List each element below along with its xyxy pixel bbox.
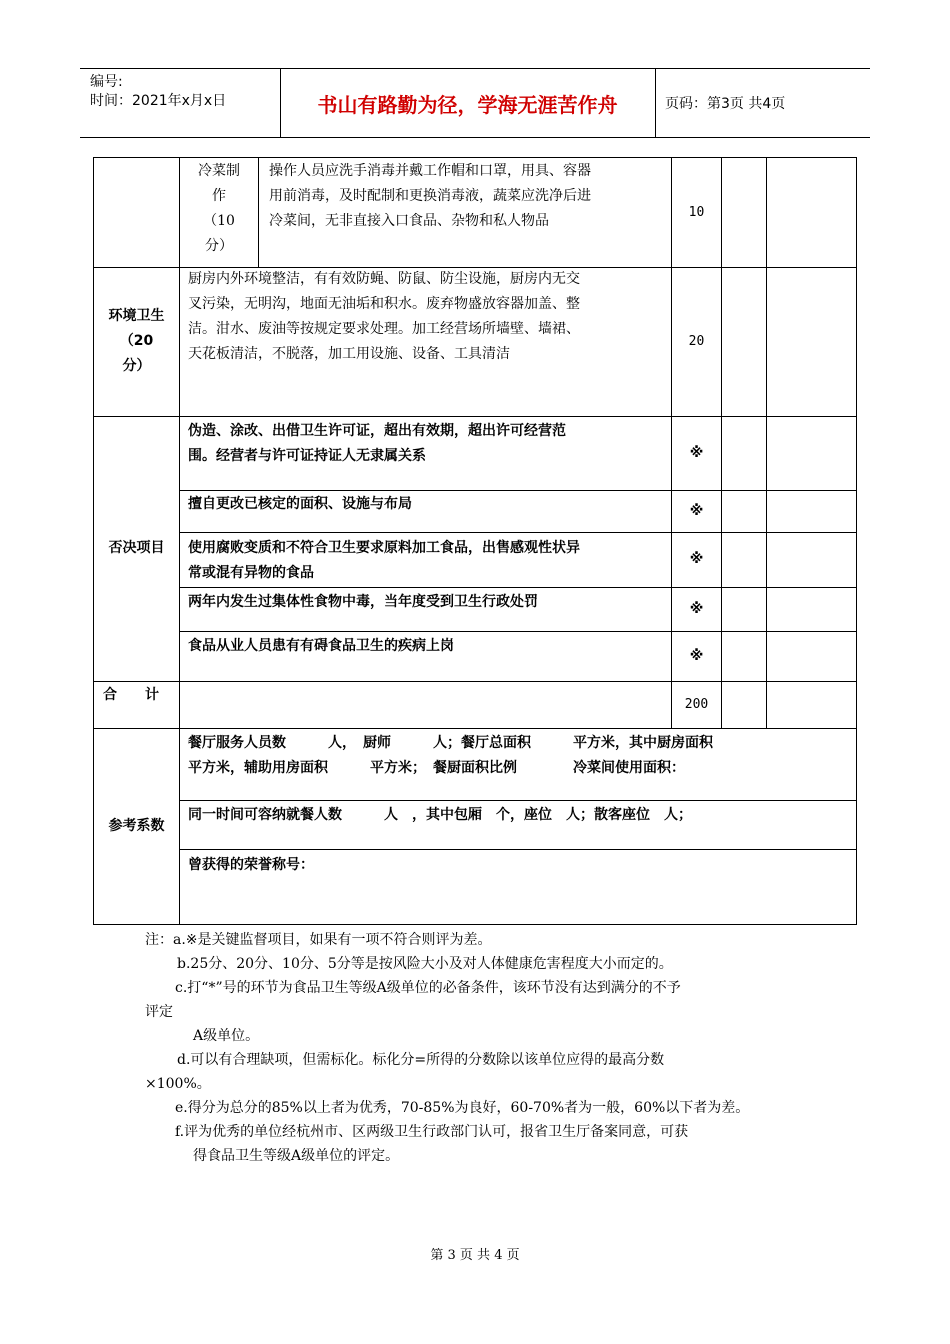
veto-mark-5: ※ [689, 647, 704, 664]
note-c-1: c.打“*”号的环节为食品卫生等级A级单位的必备条件，该环节没有达到满分的不予 [175, 980, 681, 996]
notes [145, 928, 825, 1168]
veto-item-4: 两年内发生过集体性食物中毒，当年度受到卫生行政处罚 [188, 594, 538, 610]
env-requirement: 厨房内外环境整洁，有有效防蝇、防鼠、防尘设施，厨房内无交 叉污染，无明沟，地面无油垢和积水。废弃物盛放容器加盖、整 洁。泔水、废油等按规定要求处理。加工经营场所墙壁、墙裙、 天花板清洁，不脱落，加工用设施、设备、工具清洁 [188, 271, 580, 362]
page-footer: 第 3 页 共 4 页 [430, 1248, 520, 1263]
page-header [80, 68, 870, 138]
veto-item-5: 食品从业人员患有有碍食品卫生的疾病上岗 [188, 638, 454, 654]
veto-mark-1: ※ [689, 444, 704, 461]
page-number-label: 页码：第3页 共4页 [665, 96, 786, 112]
ref-capacity: 同一时间可容纳就餐人数 人 ，其中包厢 个，座位 人；散客座位 人； [188, 807, 692, 823]
ref-staff-area: 餐厅服务人员数 人， 厨师 人；餐厅总面积 平方米，其中厨房面积 平方米，辅助用房面积 平方米； 餐厨面积比例 冷菜间使用面积： [188, 735, 713, 776]
inspection-table [93, 157, 857, 925]
ref-label: 参考系数 [108, 817, 165, 834]
note-a: 注：a.※是关键监督项目，如果有一项不符合则评为差。 [145, 932, 492, 948]
veto-mark-4: ※ [689, 600, 704, 617]
veto-label: 否决项目 [108, 540, 165, 556]
veto-item-2: 擅自更改已核定的面积、设施与布局 [188, 496, 412, 512]
env-label: 环境卫生 （20 分） [108, 308, 165, 374]
note-c-3: A级单位。 [193, 1028, 260, 1044]
cold-dish-score: 10 [688, 204, 705, 220]
time-label: 时间：2021年x月x日 [90, 93, 227, 109]
veto-item-1: 伪造、涂改、出借卫生许可证，超出有效期，超出许可经营范 围。经营者与许可证持证人无隶属关系 [188, 423, 566, 464]
cold-dish-label: 冷菜制 作 （10 分） [198, 163, 240, 254]
total-label: 合 计 [103, 687, 159, 703]
note-c-2: 评定 [145, 1004, 173, 1020]
env-score: 20 [688, 334, 705, 349]
note-d-1: d.可以有合理缺项，但需标化。标化分=所得的分数除以该单位应得的最高分数 [177, 1052, 665, 1068]
note-f-2: 得食品卫生等级A级单位的评定。 [193, 1148, 400, 1164]
cold-dish-requirement: 操作人员应洗手消毒并戴工作帽和口罩，用具、容器 用前消毒，及时配制和更换消毒液，蔬菜应洗净后进 冷菜间，无非直接入口食品、杂物和私人物品 [269, 163, 591, 229]
veto-mark-2: ※ [689, 502, 704, 519]
note-d-2: ×100%。 [145, 1076, 211, 1092]
header-motto: 书山有路勤为径，学海无涯苦作舟 [317, 92, 618, 117]
header-meta [90, 73, 226, 111]
veto-mark-3: ※ [689, 551, 704, 567]
ref-honors: 曾获得的荣誉称号： [188, 857, 314, 873]
veto-item-3: 使用腐败变质和不符合卫生要求原料加工食品，出售感观性状异 常或混有异物的食品 [188, 540, 580, 581]
total-score: 200 [684, 697, 709, 712]
note-b: b.25分、20分、10分、5分等是按风险大小及对人体健康危害程度大小而定的。 [177, 956, 673, 972]
note-f-1: f.评为优秀的单位经杭州市、区两级卫生行政部门认可，报省卫生厅备案同意，可获 [175, 1124, 689, 1140]
number-label: 编号: [90, 74, 123, 90]
note-e: e.得分为总分的85%以上者为优秀，70-85%为良好，60-70%者为一般，60%以下者为差。 [175, 1100, 750, 1116]
